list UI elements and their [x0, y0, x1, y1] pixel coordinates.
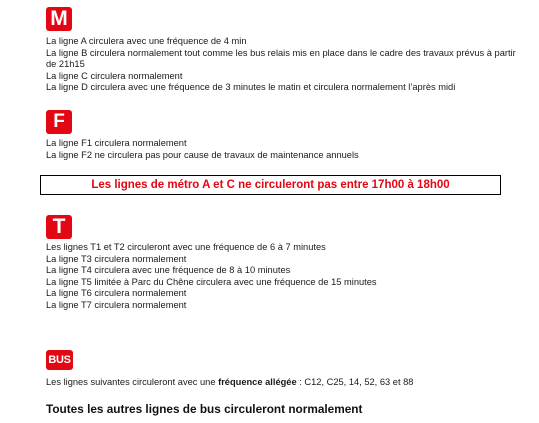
tram-line-t1-t2: Les lignes T1 et T2 circuleront avec une fréquence de 6 à 7 minutes	[46, 242, 326, 252]
bus-text-bold: fréquence allégée	[218, 377, 297, 387]
metro-lines	[46, 36, 516, 94]
metro-badge: M	[46, 7, 72, 31]
bus-badge: BUS	[46, 350, 73, 370]
tram-line-t3: La ligne T3 circulera normalement	[46, 253, 187, 264]
funicular-badge: F	[46, 110, 72, 134]
funicular-line-f1: La ligne F1 circulera normalement	[46, 138, 187, 148]
funicular-line-f2: La ligne F2 ne circulera pas pour cause de travaux de maintenance annuels	[46, 149, 359, 160]
metro-line-c: La ligne C circulera normalement	[46, 70, 183, 81]
tram-lines	[46, 242, 516, 312]
bus-text-after: : C12, C25, 14, 52, 63 et 88	[296, 377, 414, 387]
funicular-lines	[46, 138, 516, 161]
tram-badge: T	[46, 215, 72, 239]
tram-line-t7: La ligne T7 circulera normalement	[46, 299, 187, 310]
metro-line-a: La ligne A circulera avec une fréquence de 4 min	[46, 36, 247, 46]
metro-line-d: La ligne D circulera avec une fréquence de 3 minutes le matin et circulera normalement l’après midi	[46, 82, 456, 93]
tram-line-t4: La ligne T4 circulera avec une fréquence de 8 à 10 minutes	[46, 265, 291, 276]
metro-line-b: La ligne B circulera normalement tout comme les bus relais mis en place dans le cadre des travaux prévus à partir de 21h15	[46, 47, 516, 70]
bus-text-before: Les lignes suivantes circuleront avec une	[46, 377, 219, 387]
tram-line-t5: La ligne T5 limitée à Parc du Chêne circulera avec une fréquence de 15 minutes	[46, 276, 377, 287]
tram-line-t6: La ligne T6 circulera normalement	[46, 288, 187, 299]
closing-statement: Toutes les autres lignes de bus circuleront normalement	[46, 402, 363, 416]
metro-closure-notice: Les lignes de métro A et C ne circuleront pas entre 17h00 à 18h00	[40, 175, 501, 195]
bus-reduced-frequency	[46, 377, 413, 389]
